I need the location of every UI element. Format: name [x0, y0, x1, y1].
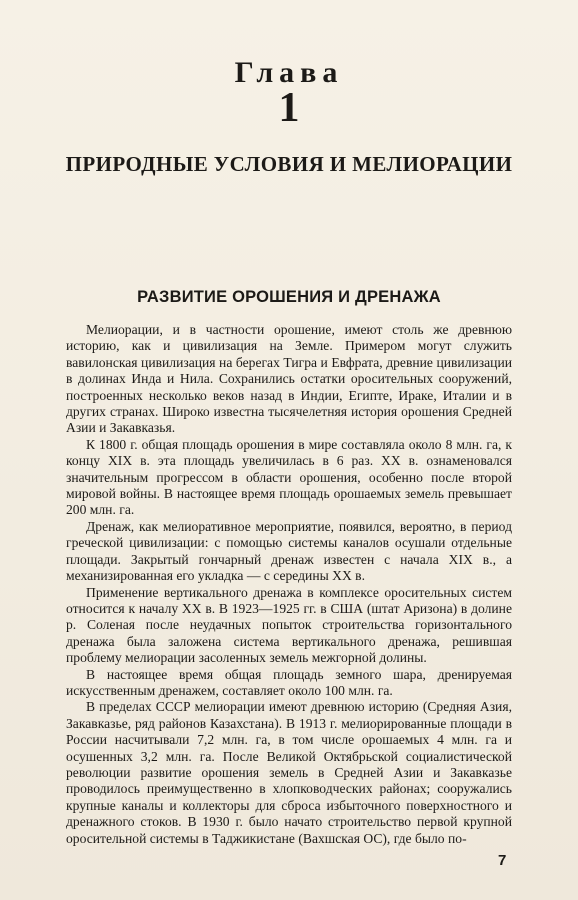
chapter-title: ПРИРОДНЫЕ УСЛОВИЯ И МЕЛИОРАЦИИ — [65, 152, 513, 176]
page-number: 7 — [498, 852, 507, 869]
paragraph: Дренаж, как мелиоративное мероприятие, появился, вероятно, в период греческой цивилизации: с помощью системы каналов осушали отдельные площади. Закрытый гончарный дренаж известен с начала XIX в., а механизированная его укладка — с середины XX в. — [66, 518, 512, 584]
section-title: РАЗВИТИЕ ОРОШЕНИЯ И ДРЕНАЖА — [137, 288, 441, 306]
chapter-number: 1 — [278, 85, 300, 131]
body-text — [66, 322, 512, 847]
paragraph: К 1800 г. общая площадь орошения в мире составляла около 8 млн. га, к концу XIX в. эта площадь увеличилась в 6 раз. XX в. ознаменовался значительным прогрессом в области орошения, особенно после второй мировой войны. В настоящее время площадь орошаемых земель превышает 200 млн. га. — [66, 436, 512, 518]
chapter-label: Глава — [234, 56, 344, 89]
paragraph: Мелиорации, и в частности орошение, имеют столь же древнюю историю, как и цивилизация на Земле. Примером могут служить вавилонская цивилизация на берегах Тигра и Евфрата, древние цивилизации в долинах Инда и Нила. Сохранились остатки оросительных сооружений, построенных несколько веков назад в Индии, Египте, Ираке, Италии и в других странах. Широко известна тысячелетняя история орошения Средней Азии и Закавказья. — [66, 322, 512, 436]
paragraph: В настоящее время общая площадь земного шара, дренируемая искусственным дренажем, составляет около 100 млн. га. — [66, 666, 512, 698]
paragraph: В пределах СССР мелиорации имеют древнюю историю (Средняя Азия, Закавказье, ряд районов Казахстана). В 1913 г. мелиорированные площади в России насчитывали 7,2 млн. га, в том числе орошаемых 4 млн. га и осушенных 3,2 млн. га. После Великой Октябрьской социалистической революции развитие орошения земель в Средней Азии и Закавказье проводилось преимущественно в хлопководческих районах; сооружались крупные каналы и коллекторы для сброса избыточного поверхностного и дренажного стоков. В 1930 г. было начато строительство первой крупной оросительной системы в Таджикистане (Вахшская ОС), где было по- — [66, 699, 512, 846]
paragraph: Применение вертикального дренажа в комплексе оросительных систем относится к началу XX в. В 1923—1925 гг. в США (штат Аризона) в долине р. Соленая после неудачных попыток строительства горизонтального дренажа была заложена система вертикального дренажа, решившая проблему мелиорации засоленных земель межгорной долины. — [66, 584, 512, 666]
